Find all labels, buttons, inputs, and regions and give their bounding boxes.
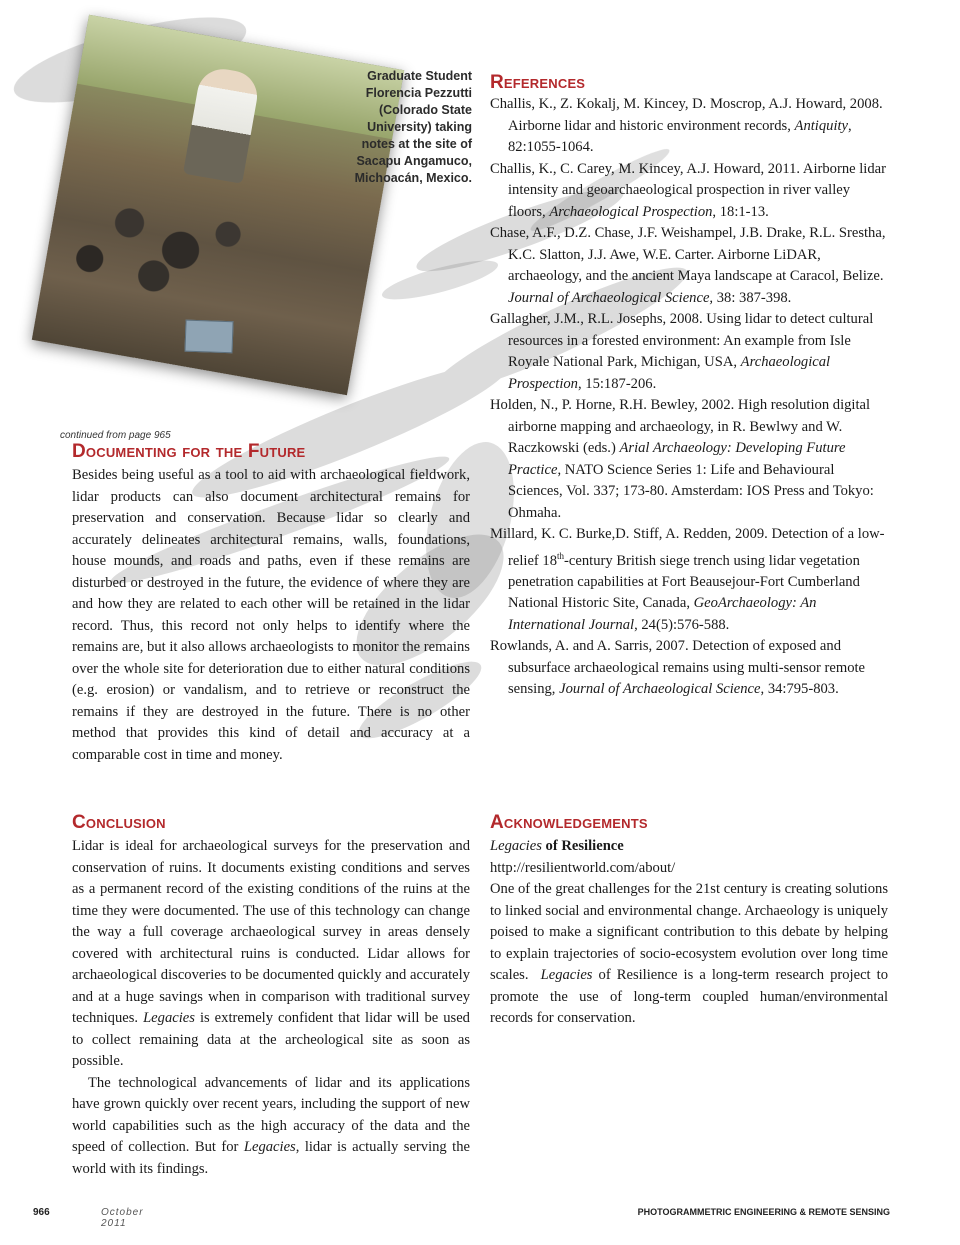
reference-tail: , 82:1055-1064. — [508, 117, 852, 155]
reference-item — [490, 94, 888, 159]
conclusion-heading: Conclusion — [72, 812, 166, 833]
reference-tail: , 18:1-13. — [712, 203, 769, 220]
reference-text-continued: -century British siege trench using lidar vegetation penetration capabilities at Fort Beausejour-Fort Cumberland National Historic Site, Canada, — [508, 552, 860, 612]
conclusion-p2-text: The technological advancements of lidar and its applications have grown quickly over recent years, including the support of new world capabilities such as the high accuracy of the data and the speed of collection. But for — [72, 1074, 470, 1155]
issue-date: October 2011 — [101, 1207, 144, 1229]
reference-text: Millard, K. C. Burke,D. Stiff, A. Redden, 2009. Detection of a low-relief 18 — [490, 526, 885, 569]
caption-line: University) taking — [367, 120, 472, 134]
references-section — [490, 72, 888, 701]
reference-journal: Archaeological Prospection — [508, 354, 831, 392]
conclusion-section — [72, 812, 470, 1180]
reference-tail: , 34:795-803. — [760, 681, 839, 698]
conclusion-p2-italic: Legacies — [243, 1139, 296, 1155]
conclusion-p1-text: Lidar is ideal for archaeological surveys for the preservation and conservation of ruins. It documents existing conditions and serves as a permanent record of the existing conditions of the ruins at the time they were documented. The use of this technology can change the way a full coverage archaeological survey in areas densely covered with architectural ruins is conducted. Lidar allows for archaeological discoveries to be documented quickly and accurately and at a huge savings when in comparison with traditional survey techniques. — [72, 838, 470, 1026]
reference-journal: Journal of Archaeological Science — [559, 681, 761, 698]
reference-item — [490, 223, 888, 309]
acknowledgements-subtitle — [490, 836, 888, 858]
continued-note: continued from page 965 — [60, 430, 171, 441]
conclusion-p1-italic: Legacies — [143, 1010, 195, 1026]
conclusion-p2-text-end: , lidar is actually serving the world with its findings. — [72, 1139, 470, 1177]
documenting-body: Besides being useful as a tool to aid with archaeological fieldwork, lidar products can also document architectural remains for preservation and conservation. Because lidar so clearly and accurately delineates architectural remains, walls, foundations, house mounds, and roads and paths, even if these remains are disturbed or destroyed in the future, the evidence of where they are and how they are related to each other will be retained in the lidar record. Thus, this record not only helps to identify where the remains are, but it also allows archaeologists to monitor the remains over the whole site for deterioration due to either natural conditions (e.g. erosion) or vandalism, and to retrieve or reconstruct the remains if they are destroyed in the future. There is no other method that provides this kind of detail and accuracy at a comparable cost in time and money. — [72, 467, 470, 763]
caption-line: Michoacán, Mexico. — [354, 171, 472, 185]
reference-tail: , 15:187-206. — [577, 375, 657, 392]
conclusion-p1-text-end: is extremely confident that lidar will be used to collect remaining data at the archeological site as soon as possible. — [72, 1010, 470, 1069]
ack-subtitle-italic: Legacies — [490, 838, 542, 854]
photo-stone-ruins — [52, 164, 289, 320]
caption-line: (Colorado State — [378, 103, 472, 117]
reference-item — [490, 524, 888, 636]
reference-journal: Arial Archaeology: Developing Future Practice — [508, 440, 846, 478]
ack-body-text: One of the great challenges for the 21st century is creating solutions to linked social and environmental change. Archaeology is uniquely poised to make a significant contribution to this debate by helping to explain trajectories of socio-ecosystem evolution over long time scales. — [490, 881, 888, 983]
reference-journal: GeoArchaeology: An International Journal — [508, 595, 817, 633]
documenting-heading: Documenting for the Future — [72, 441, 306, 462]
reference-journal: Journal of Archaeological Science, — [508, 289, 714, 306]
reference-tail: , 24(5):576-588. — [634, 616, 730, 633]
conclusion-paragraph-2 — [72, 1073, 470, 1181]
reference-item — [490, 159, 888, 224]
reference-text: Chase, A.F., D.Z. Chase, J.F. Weishampel, J.B. Drake, R.L. Srestha, K.C. Slatton, J.J. Awe, W.E. Carter. Airborne LiDAR, archaeology, and the ancient Maya landscape at Caracol, Belize. — [490, 225, 886, 284]
reference-text: Holden, N., P. Horne, R.H. Bewley, 2002. High resolution digital airborne mapping and archaeology, in R. Bewlwy and W. Raczkowski (eds.) — [490, 397, 871, 456]
caption-line: Florencia Pezzutti — [365, 86, 472, 100]
caption-line: Sacapu Angamuco, — [356, 154, 472, 168]
acknowledgements-url: http://resilientworld.com/about/ — [490, 859, 676, 876]
photo-site-marker — [184, 320, 233, 354]
reference-tail: 38: 387-398. — [713, 289, 792, 306]
references-heading: References — [490, 72, 586, 93]
reference-item — [490, 395, 888, 524]
ack-subtitle-bold: of Resilience — [545, 838, 624, 854]
documenting-section — [60, 430, 472, 766]
reference-item — [490, 636, 888, 701]
page-number: 966 — [33, 1207, 50, 1218]
acknowledgements-section — [490, 812, 888, 1030]
reference-text: Rowlands, A. and A. Sarris, 2007. Detection of exposed and subsurface archaeological remains using multi-sensor remote sensing, — [490, 638, 866, 698]
reference-item — [490, 309, 888, 395]
reference-superscript: th — [557, 550, 565, 561]
reference-tail: , NATO Science Series 1: Life and Behavioural Sciences, Vol. 337; 173-80. Amsterdam: IOS Press and Tokyo: Ohmaha. — [508, 461, 874, 521]
conclusion-paragraph-1 — [72, 836, 470, 1073]
caption-line: notes at the site of — [361, 137, 472, 151]
photo-caption — [292, 68, 472, 187]
reference-journal: Antiquity — [794, 117, 849, 134]
reference-text: Challis, K., Z. Kokalj, M. Kincey, D. Moscrop, A.J. Howard, 2008. Airborne lidar and historic environment records, — [490, 96, 883, 134]
ack-body-text-end: of Resilience is a long-term research project to promote the use of long-term coupled human/environmental records for conservation. — [490, 967, 889, 1026]
reference-journal: Archaeological Prospection — [549, 203, 713, 220]
journal-name: PHOTOGRAMMETRIC ENGINEERING & REMOTE SENSING — [637, 1207, 890, 1217]
reference-text: Challis, K., C. Carey, M. Kincey, A.J. Howard, 2011. Airborne lidar intensity and geoarchaeological prospection in river valley floors, — [490, 160, 886, 220]
ack-body-italic: Legacies — [540, 967, 593, 983]
reference-text: Gallagher, J.M., R.L. Josephs, 2008. Using lidar to detect cultural resources in a forested environment: An example from Isle Royale National Park, Michigan, USA, — [490, 311, 874, 370]
caption-line: Graduate Student — [367, 69, 472, 83]
acknowledgements-body — [490, 879, 888, 1030]
acknowledgements-heading: Acknowledgements — [490, 812, 648, 833]
